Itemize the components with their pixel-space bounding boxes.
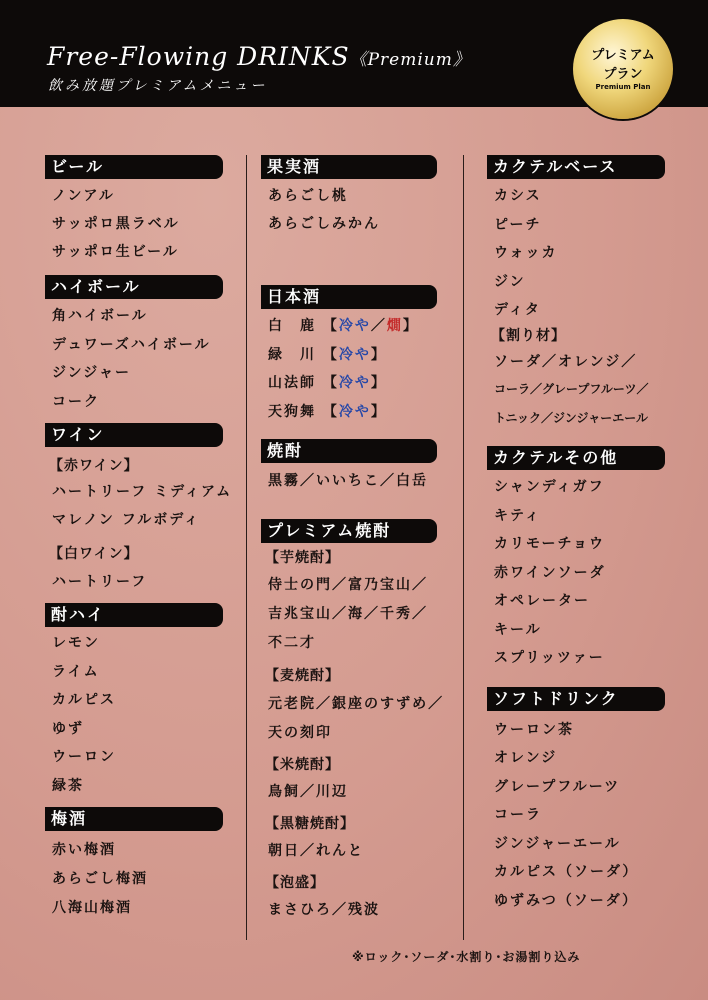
section-heading: 果実酒 [261,155,437,179]
footnote: ※ロック･ソーダ･水割り･お湯割り込み [352,950,581,964]
list-item: ソーダ／オレンジ／ [494,354,638,370]
title-text: Free-Flowing DRINKS [47,42,350,71]
list-item: 八海山梅酒 [52,900,132,916]
section-umeshu [45,807,223,926]
list-item: あらごしみかん [268,216,380,232]
sake-name: 緑 川 [268,346,316,363]
section-heading: 酎ハイ [45,603,223,627]
bracket-close: 】 [370,346,387,363]
bracket-close: 】 [370,375,387,391]
list-item: カリモーチョウ [494,536,606,552]
section-premium-shochu [261,519,445,928]
page-subtitle: 飲み放題プレミアムメニュー [48,78,268,94]
wine-white-label: 【白ワイン】 [49,546,139,562]
kokuto-label: 【黒糖焼酎】 [265,816,355,832]
kome-label: 【米焼酎】 [265,757,340,773]
list-item: サッポロ黒ラベル [52,216,180,232]
list-item: 鳥飼／川辺 [268,784,348,800]
section-fruit-liquor [261,155,437,241]
list-item: 元老院／銀座のすずめ／ [268,696,445,712]
list-item: ジン [494,273,526,290]
section-heading: ハイボール [45,275,223,299]
list-item: ピーチ [494,216,542,233]
bracket-close: 】 [402,318,419,334]
list-item [261,344,437,373]
section-heading: 梅酒 [45,807,223,831]
separator: ／ [370,318,387,334]
list-item: カルピス（ソーダ） [494,864,639,880]
bracket-open: 【 [322,375,339,391]
list-item: 緑茶 [52,777,84,794]
list-item: ノンアル [52,188,115,204]
list-item: ジンジャーエール [494,835,621,852]
list-item: ゆず [52,720,84,737]
list-item: マレノン フルボディ [52,512,201,528]
cold-label: 冷や [338,403,371,420]
list-item [261,401,437,430]
bracket-close: 】 [370,403,387,420]
list-item: トニック／ジンジャーエール [494,411,648,425]
imo-label: 【芋焼酎】 [265,550,340,566]
page-title [47,42,471,71]
list-item: ハートリーフ [52,574,148,590]
list-item: キール [494,621,542,638]
list-item: サッポロ生ビール [52,244,179,260]
list-item: 侍士の門／富乃宝山／ [268,577,428,593]
list-item: コーラ／グレープフルーツ／ [494,382,649,396]
section-heading: カクテルベース [487,155,665,179]
list-item: コーラ [494,807,542,823]
mugi-label: 【麦焼酎】 [265,668,340,684]
section-soft-drinks [487,687,665,919]
section-heading: プレミアム焼酎 [261,519,437,543]
list-item: 赤い梅酒 [52,842,116,858]
list-item [261,315,437,344]
sake-name: 天狗舞 [268,403,316,420]
section-shochu [261,439,437,498]
list-item: レモン [52,635,100,651]
list-item [261,372,437,401]
sake-name: 山法師 [268,375,316,391]
list-item: コーク [52,393,100,410]
column-3 [487,155,665,918]
badge-line1: プレミアム [591,48,655,63]
section-heading: ビール [45,155,223,179]
list-item: まさひろ／残波 [268,902,380,918]
list-item: ウーロン [52,749,116,765]
list-item: ゆずみつ（ソーダ） [494,892,639,909]
list-item: 朝日／れんと [268,843,364,859]
list-item: 吉兆宝山／海／千秀／ [268,606,428,622]
bracket-open: 【 [322,403,339,420]
bracket-open: 【 [322,318,339,334]
mixer-label: 【割り材】 [491,328,566,344]
list-item: ウォッカ [494,245,558,261]
section-heading: ソフトドリンク [487,687,665,711]
list-item: グレープフルーツ [494,778,621,795]
cold-label: 冷や [338,318,371,334]
column-2 [261,155,445,928]
list-item: シャンディガフ [494,479,605,495]
list-item: デュワーズハイボール [52,336,211,353]
section-heading: 日本酒 [261,285,437,309]
list-item: ディタ [494,302,541,318]
awamori-label: 【泡盛】 [265,875,325,891]
list-item: あらごし梅酒 [52,871,148,887]
section-sake [261,285,437,429]
section-cocktail-other [487,446,665,676]
list-item: 不二才 [268,635,316,651]
list-item: 角ハイボール [52,308,148,324]
list-item: ライム [52,663,100,680]
section-beer [45,155,223,269]
list-item: 天の刻印 [268,725,332,741]
list-item: ウーロン茶 [494,721,574,738]
list-item: カルピス [52,692,116,708]
list-item: 黒霧／いいちこ／白岳 [268,473,428,489]
column-divider [246,155,247,940]
section-cocktail-base [487,155,665,438]
list-item: スプリッツァー [494,650,605,666]
section-highball [45,275,223,419]
column-1 [45,155,233,926]
list-item: オペレーター [494,593,590,609]
column-divider [463,155,464,940]
hot-label: 燗 [386,318,403,334]
list-item: オレンジ [494,750,558,766]
bracket-open: 【 [322,346,339,363]
section-chuhai [45,603,223,803]
section-heading: 焼酎 [261,439,437,463]
section-wine [45,423,233,599]
cold-label: 冷や [338,375,371,391]
badge-line2: プラン [603,67,643,82]
list-item: あらごし桃 [268,188,348,204]
sake-name: 白 鹿 [268,318,316,334]
list-item: ジンジャー [52,365,132,381]
premium-plan-badge [573,19,673,119]
list-item: カシス [494,188,542,204]
badge-line3: Premium Plan [595,83,651,91]
cold-label: 冷や [338,346,371,363]
title-suffix: 《Premium》 [349,50,471,70]
list-item: キティ [494,507,541,524]
list-item: 赤ワインソーダ [494,564,606,581]
section-heading: カクテルその他 [487,446,665,470]
section-heading: ワイン [45,423,223,447]
list-item: ハートリーフ ミディアム [52,484,233,500]
wine-red-label: 【赤ワイン】 [49,458,139,474]
